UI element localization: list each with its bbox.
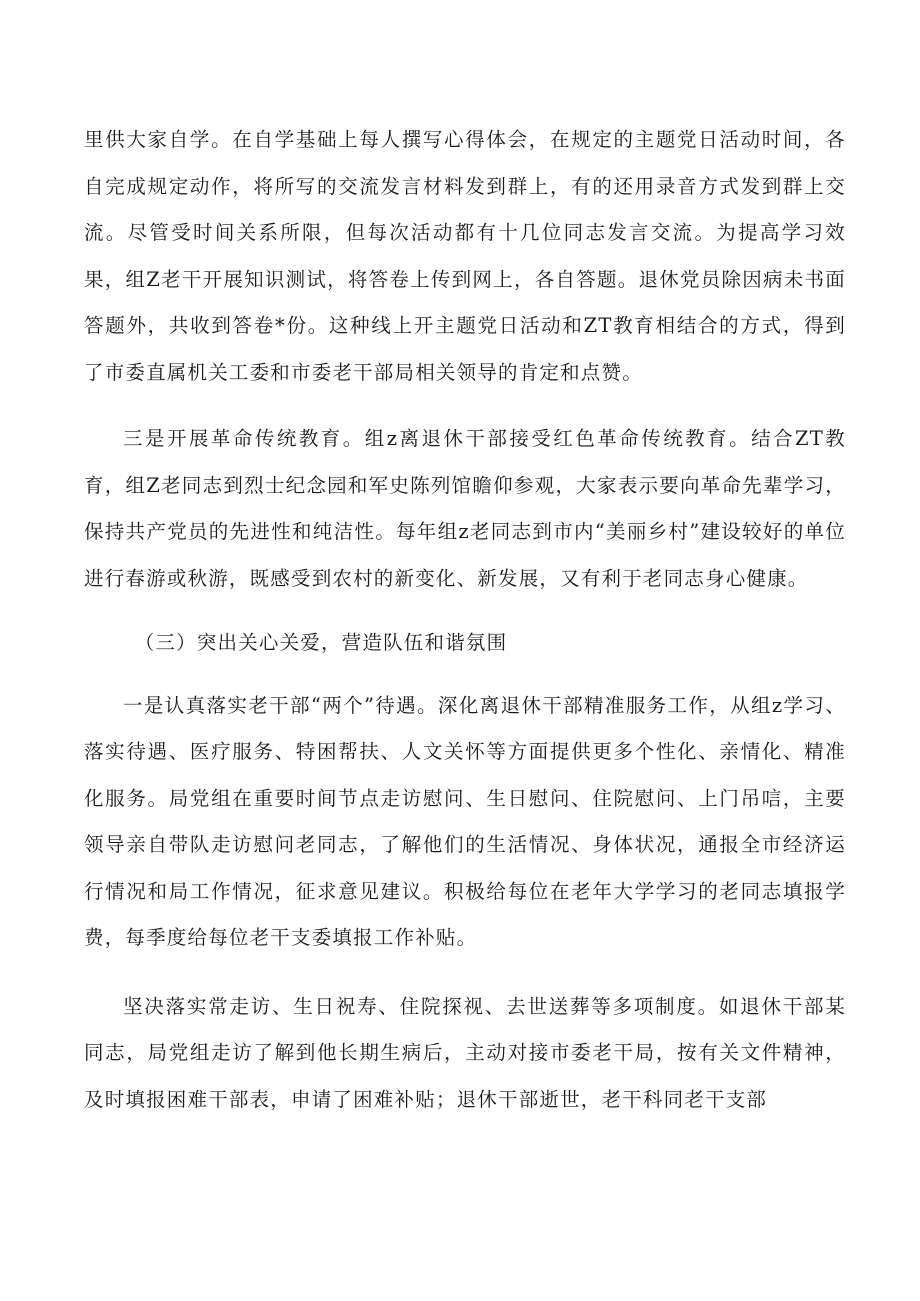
paragraph-self-study: 里供大家自学。在自学基础上每人撰写心得体会，在规定的主题党日活动时间，各自完成规定动作，将所写的交流发言材料发到群上，有的还用录音方式发到群上交流。尽管受时间关系所限，但每次活动都有十几位同志发言交流。为提高学习效果，组Z老干开展知识测试，将答卷上传到网上，各自答题。退休党员除因病未书面答题外，共收到答卷*份。这种线上开主题党日活动和ZT教育相结合的方式，得到了市委直属机关工委和市委老干部局相关领导的肯定和点赞。 [84, 128, 846, 384]
paragraph-spacer [84, 396, 846, 416]
paragraph-spacer [84, 602, 846, 620]
paragraph-visit-system: 坚决落实常走访、生日祝寿、住院探视、去世送葬等多项制度。如退休干部某同志，局党组走访了解到他长期生病后，主动对接市委老干局，按有关文件精神，及时填报困难干部表，申请了困难补贴；退休干部逝世，老干科同老干支部 [84, 994, 846, 1111]
paragraph-spacer [84, 667, 846, 683]
paragraph-veteran-benefits: 一是认真落实老干部“两个”待遇。深化离退休干部精准服务工作，从组z学习、落实待遇、医疗服务、特困帮扶、人文关怀等方面提供更多个性化、亲情化、精准化服务。局党组在重要时间节点走访慰问、生日慰问、住院慰问、上门吊唁，主要领导亲自带队走访慰问老同志，了解他们的生活情况、身体状况，通报全市经济运行情况和局工作情况，征求意见建议。积极给每位在老年大学学习的老同志填报学费，每季度给每位老干支委填报工作补贴。 [84, 693, 846, 949]
section-heading: （三）突出关心关爱，营造队伍和谐氛围 [134, 631, 508, 654]
document-body [84, 117, 846, 1123]
paragraph-revolutionary-education: 三是开展革命传统教育。组z离退休干部接受红色革命传统教育。结合ZT教育，组Z老同志到烈士纪念园和军史陈列馆瞻仰参观，大家表示要向革命先辈学习，保持共产党员的先进性和纯洁性。每年组z老同志到市内“美丽乡村”建设较好的单位进行春游或秋游，既感受到农村的新变化、新发展，又有利于老同志身心健康。 [84, 427, 846, 590]
paragraph-spacer [84, 962, 846, 984]
